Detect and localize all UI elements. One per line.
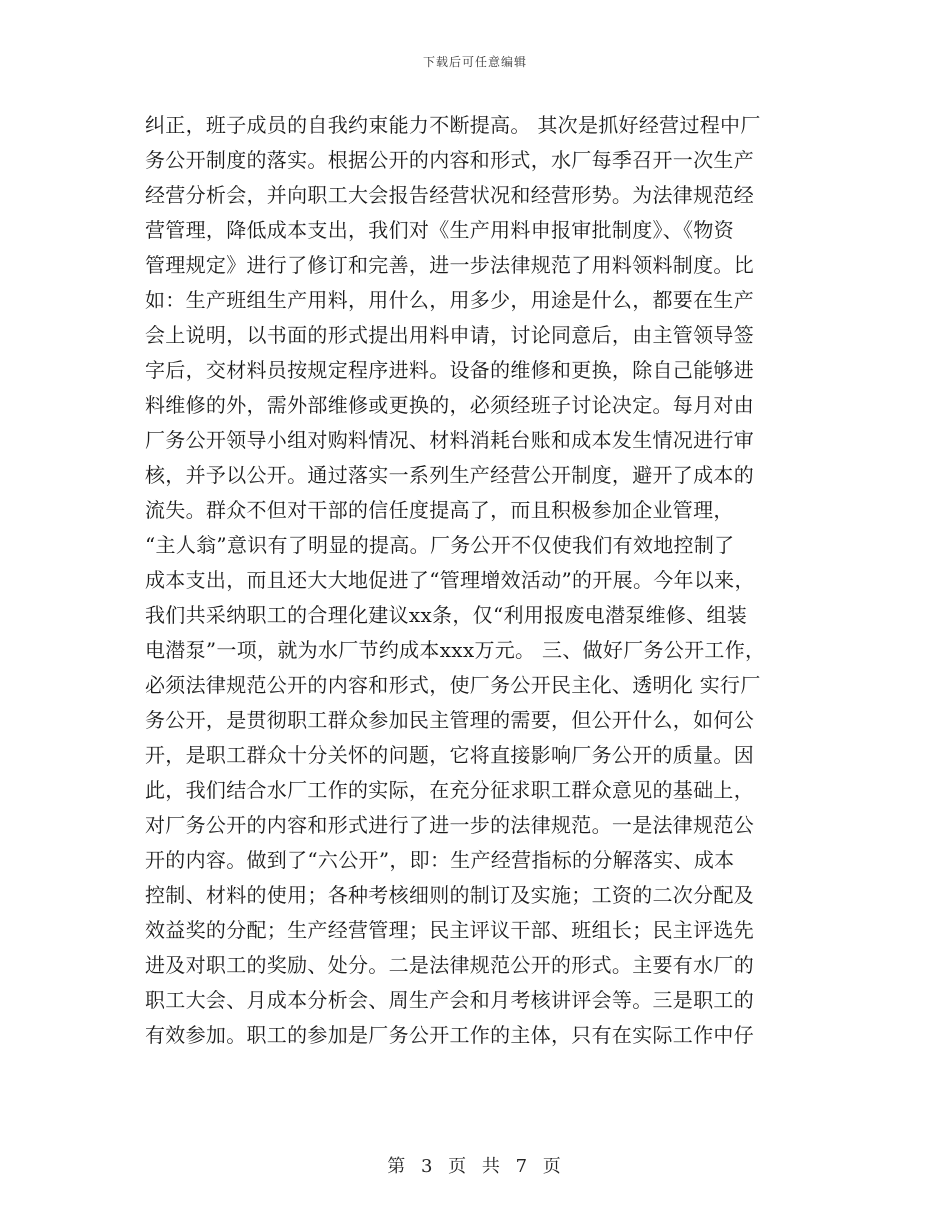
body-line: 如：生产班组生产用料，用什么，用多少，用途是什么，都要在生产 xyxy=(145,288,754,312)
body-line: 对厂务公开的内容和形式进行了进一步的法律规范。一是法律规范公 xyxy=(145,813,754,837)
document-body xyxy=(145,108,805,1053)
body-line: 成本支出，而且还大大地促进了“管理增效活动”的开展。今年以来， xyxy=(145,568,755,592)
body-line: 进及对职工的奖励、处分。二是法律规范公开的形式。主要有水厂的 xyxy=(145,953,754,977)
body-line: 电潜泵”一项，就为水厂节约成本xxx万元。 三、做好厂务公开工作， xyxy=(145,638,766,662)
body-line: 料维修的外，需外部维修或更换的，必须经班子讨论决定。每月对由 xyxy=(145,393,754,417)
body-line: 效益奖的分配；生产经营管理；民主评议干部、班组长；民主评选先 xyxy=(145,918,754,942)
body-line: “主人翁”意识有了明显的提高。厂务公开不仅使我们有效地控制了 xyxy=(145,533,735,557)
body-line: 开，是职工群众十分关怀的问题，它将直接影响厂务公开的质量。因 xyxy=(145,743,754,767)
body-line: 会上说明，以书面的形式提出用料申请，讨论同意后，由主管领导签 xyxy=(145,323,754,347)
body-line: 有效参加。职工的参加是厂务公开工作的主体，只有在实际工作中仔 xyxy=(145,1023,754,1047)
body-line: 字后，交材料员按规定程序进料。设备的维修和更换，除自己能够进 xyxy=(145,358,754,382)
body-line: 控制、材料的使用；各种考核细则的制订及实施；工资的二次分配及 xyxy=(145,883,754,907)
body-line: 我们共采纳职工的合理化建议xx条，仅“利用报废电潜泵维修、组装 xyxy=(145,603,748,627)
page-number-footer: 第 3 页 共 7 页 xyxy=(387,1156,563,1177)
body-line: 必须法律规范公开的内容和形式，使厂务公开民主化、透明化 实行厂 xyxy=(145,673,761,697)
body-line: 厂务公开领导小组对购料情况、材料消耗台账和成本发生情况进行审 xyxy=(145,428,754,452)
body-line: 营管理，降低成本支出，我们对《生产用料申报审批制度》、《物资 xyxy=(145,218,734,242)
body-line: 此，我们结合水厂工作的实际，在充分征求职工群众意见的基础上， xyxy=(145,778,754,802)
body-line: 职工大会、月成本分析会、周生产会和月考核讲评会等。三是职工的 xyxy=(145,988,754,1012)
body-line: 务公开制度的落实。根据公开的内容和形式，水厂每季召开一次生产 xyxy=(145,148,754,172)
body-line: 开的内容。做到了“六公开”，即：生产经营指标的分解落实、成本 xyxy=(145,848,735,872)
body-line: 经营分析会，并向职工大会报告经营状况和经营形势。为法律规范经 xyxy=(145,183,754,207)
page-header: 下载后可任意编辑 xyxy=(422,55,527,69)
body-line: 流失。群众不但对干部的信任度提高了，而且积极参加企业管理， xyxy=(145,498,734,522)
body-line: 核，并予以公开。通过落实一系列生产经营公开制度，避开了成本的 xyxy=(145,463,754,487)
body-line: 务公开，是贯彻职工群众参加民主管理的需要，但公开什么，如何公 xyxy=(145,708,754,732)
body-line: 管理规定》进行了修订和完善，进一步法律规范了用料领料制度。比 xyxy=(145,253,754,277)
body-line: 纠正，班子成员的自我约束能力不断提高。 其次是抓好经营过程中厂 xyxy=(145,113,761,137)
